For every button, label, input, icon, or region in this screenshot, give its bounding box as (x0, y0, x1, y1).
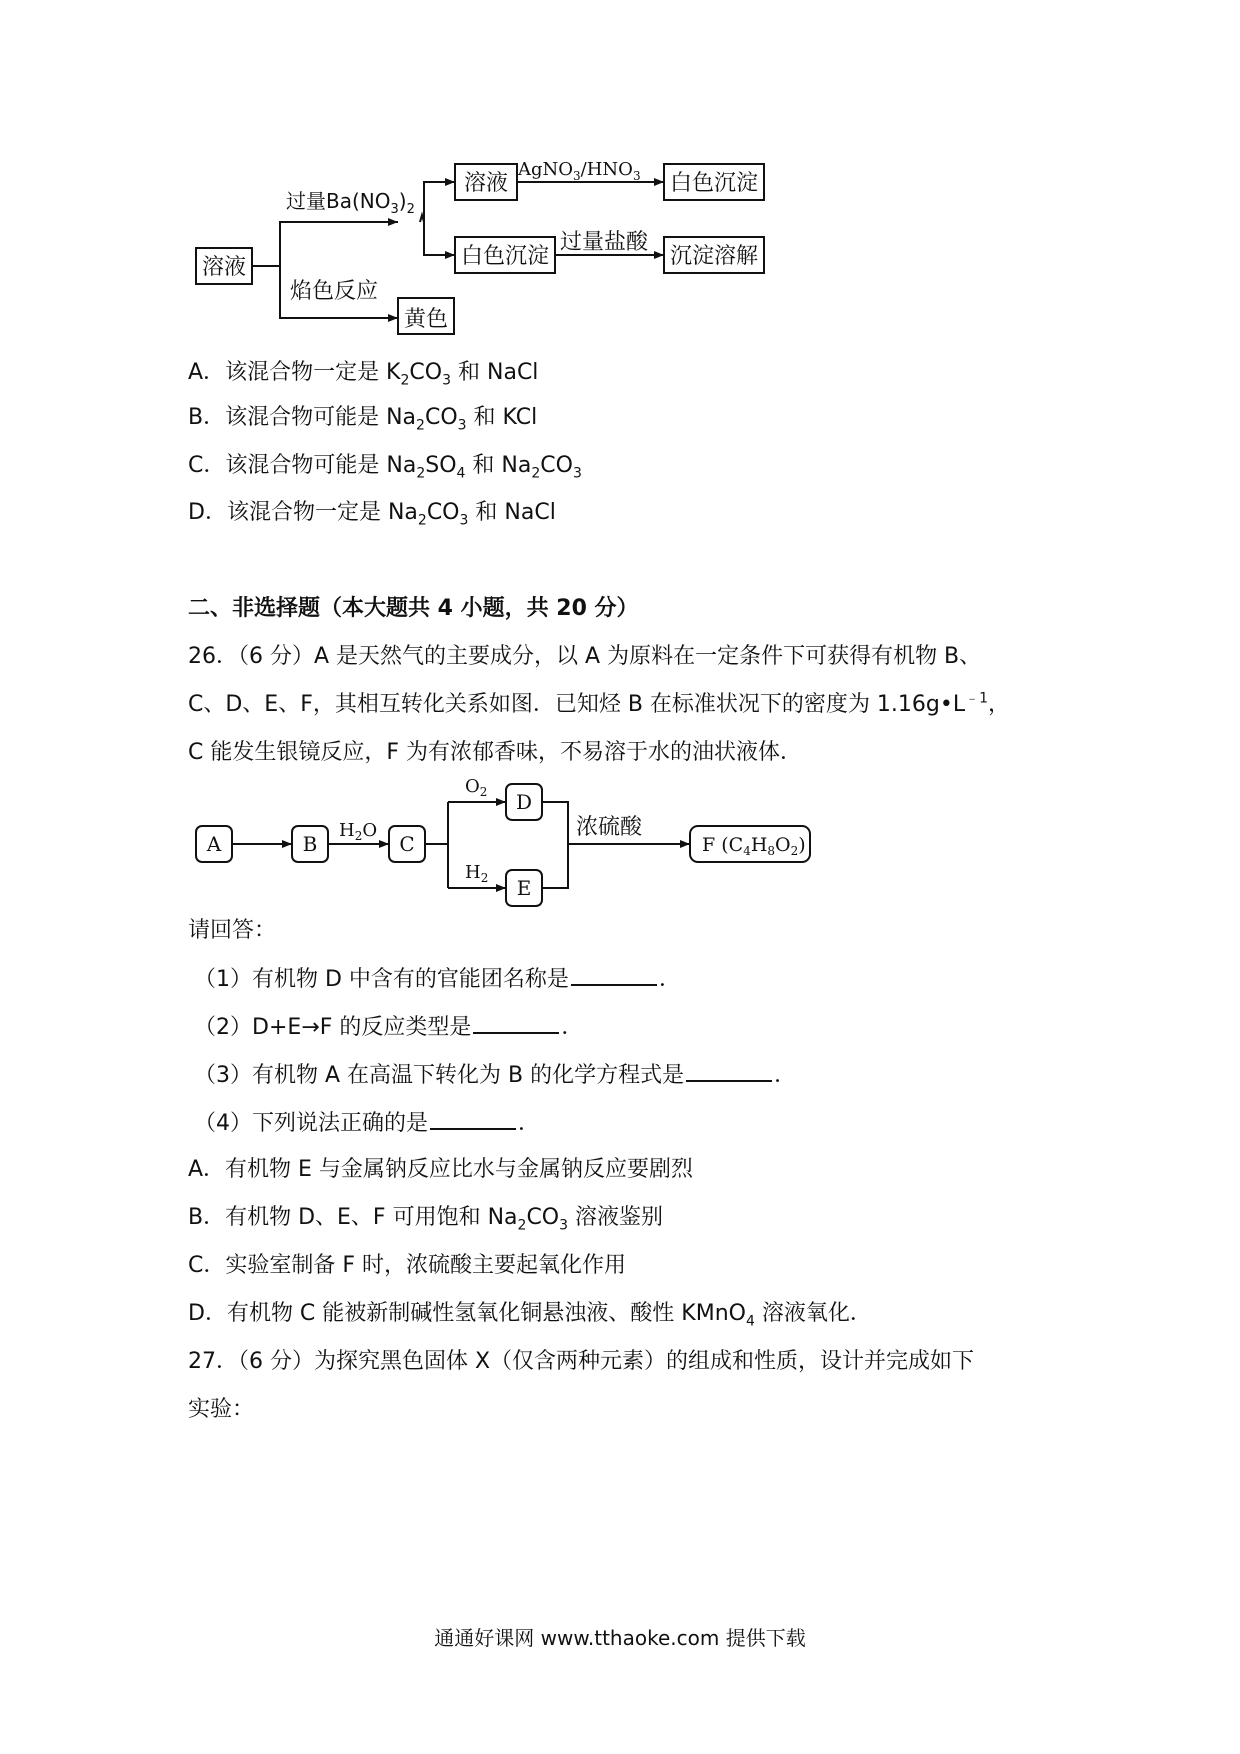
reagent-h2o: $H_2O$ (339, 820, 378, 843)
label-d: D (515, 790, 533, 814)
label-b: B (302, 832, 318, 856)
label-white-ppt-1: 白色沉淀 (669, 171, 759, 196)
reagent-ba-no3: 过量$Ba(NO_3)_2$ (286, 189, 415, 217)
label-yellow: 黄色 (403, 307, 449, 332)
q26-line2: C、D、E、F，其相互转化关系如图．已知烃 B 在标准状况下的密度为 $1.16g•L^{﹣1}$， (188, 690, 1011, 717)
flowchart-q26 (0, 770, 1240, 910)
label-source-solution: 溶液 (201, 255, 247, 280)
label-c: C (399, 832, 415, 856)
option-q25-d: D．该混合物一定是 $Na_2CO_3$ 和 NaCl (188, 500, 556, 529)
q27-line2: 实验： (188, 1397, 255, 1422)
label-f: F $(C_4H_8O_2)$ (702, 834, 806, 858)
option-q25-c: C．该混合物可能是 $Na_2SO_4$ 和 $Na_2CO_3$ (188, 453, 582, 482)
please-answer: 请回答： (188, 918, 277, 943)
reagent-o2: $O_2$ (465, 776, 488, 799)
q27-line1: 27．（6 分）为探究黑色固体 X（仅含两种元素）的组成和性质，设计并完成如下 (188, 1349, 975, 1374)
answer-blank[interactable] (430, 1106, 516, 1130)
reagent-flame-test: 焰色反应 (290, 279, 379, 304)
q26-option-c: C．实验室制备 F 时，浓硫酸主要起氧化作用 (188, 1253, 627, 1278)
q26-sub-3: （3）有机物 A 在高温下转化为 B 的化学方程式是 ． (194, 1058, 796, 1091)
reagent-excess-hcl: 过量盐酸 (560, 230, 649, 255)
flowchart-q25 (0, 0, 1240, 340)
q26-line1: 26．（6 分）A 是天然气的主要成分，以 A 为原料在一定条件下可获得有机物 B、 (188, 644, 982, 669)
q26-option-a: A．有机物 E 与金属钠反应比水与金属钠反应要剧烈 (188, 1157, 693, 1182)
label-ppt-dissolve: 沉淀溶解 (669, 244, 759, 269)
section-heading: 二、非选择题（本大题共 4 小题，共 20 分） (188, 596, 639, 621)
q26-sub-1: （1）有机物 D 中含有的官能团名称是 ． (194, 962, 681, 995)
answer-blank[interactable] (686, 1058, 772, 1082)
reagent-h2: $H_2$ (465, 862, 489, 885)
q26-line3: C 能发生银镜反应，F 为有浓郁香味，不易溶于水的油状液体． (188, 740, 803, 765)
q26-option-b: B．有机物 D、E、F 可用饱和 $Na_2CO_3$ 溶液鉴别 (188, 1205, 664, 1234)
label-white-ppt-2: 白色沉淀 (460, 244, 550, 269)
label-solution: 溶液 (463, 171, 509, 196)
answer-blank[interactable] (473, 1010, 559, 1034)
q26-option-d: D．有机物 C 能被新制碱性氢氧化铜悬浊液、酸性 KMnO$_4$ 溶液氧化． (188, 1301, 872, 1330)
reagent-conc-h2so4: 浓硫酸 (576, 815, 643, 840)
label-a: A (206, 832, 222, 856)
answer-blank[interactable] (571, 962, 657, 986)
q26-sub-2: （2）D+E→F 的反应类型是 ． (194, 1010, 583, 1043)
option-q25-a: A．该混合物一定是 $K_2CO_3$ 和 NaCl (188, 360, 539, 389)
footer: 通通好课网 www.tthaoke.com 提供下载 (434, 1626, 806, 1650)
q26-sub-4: （4）下列说法正确的是 ． (194, 1106, 540, 1139)
label-e: E (516, 876, 532, 900)
option-q25-b: B．该混合物可能是 $Na_2CO_3$ 和 KCl (188, 405, 538, 434)
reagent-agno3-hno3: $AgNO_3/HNO_3$ (518, 159, 641, 183)
